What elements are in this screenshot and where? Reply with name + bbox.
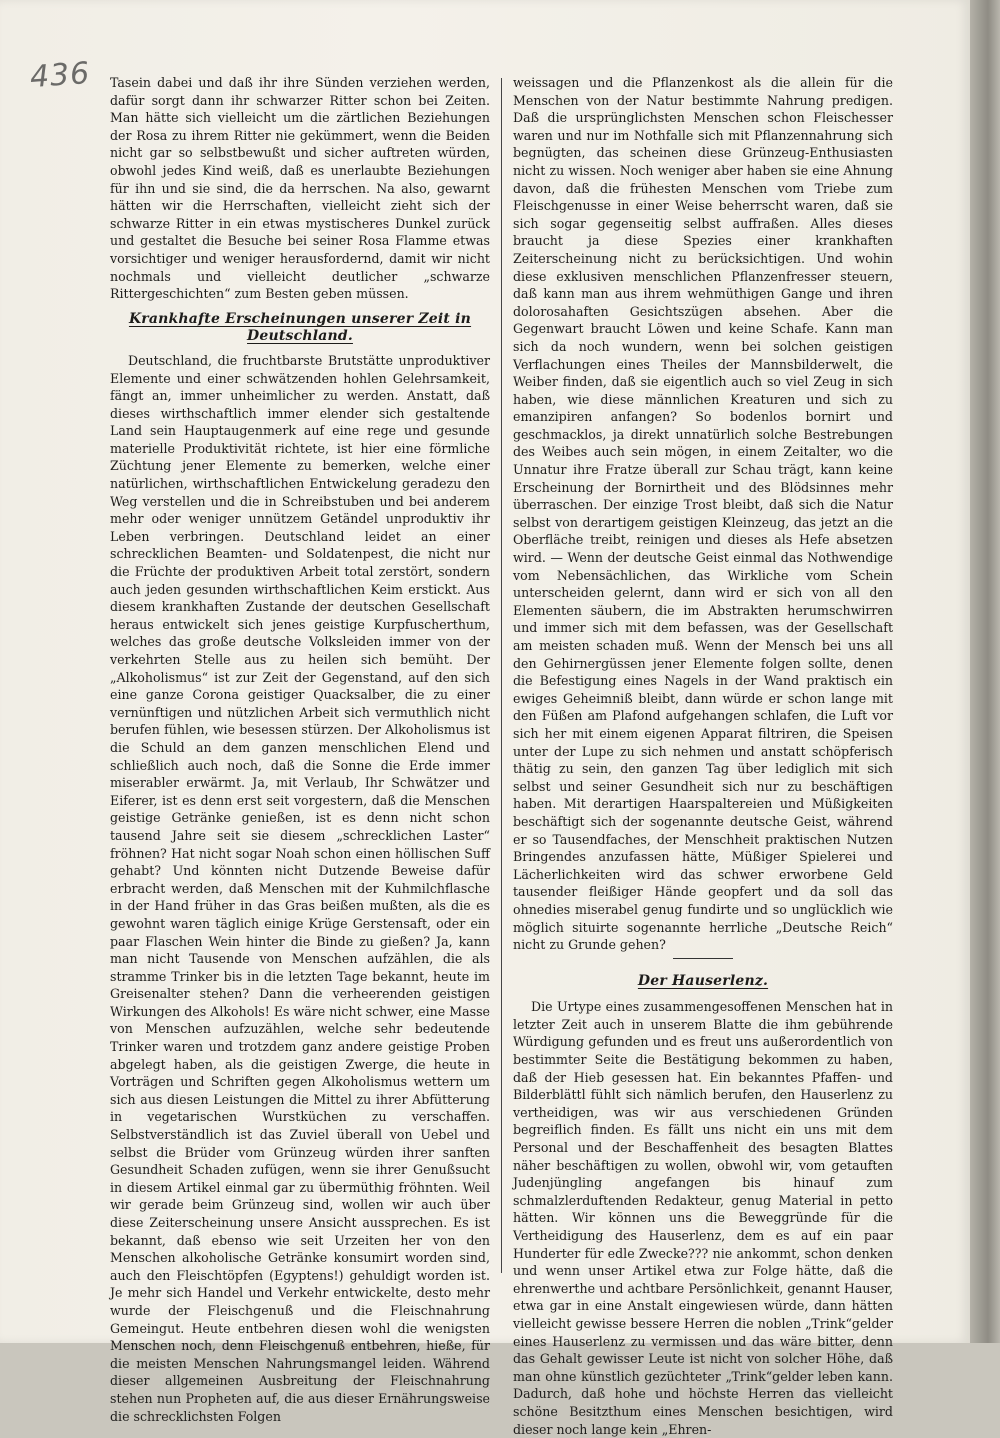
right-column bbox=[513, 74, 893, 1438]
article-continuation: Tasein dabei und daß ihr ihre Sünden verziehen werden, dafür sorgt dann ihr schwarzer Ritter schon bei Zeiten. Man hätte sich vielleicht um die zärtlichen Beziehungen der Rosa zu ihrem Ritter nie gekümmert, wenn die Beiden nicht gar so selbstbewußt und sicher auftreten würden, obwohl jedes Kind weiß, daß es unerlaubte Beziehungen für ihn und sie sind, die da herrschen. Na also, gewarnt hätten wir die Herrschaften, vielleicht zieht sich der schwarze Ritter in ein etwas mystischeres Dunkel zurück und gestaltet die Besuche bei seiner Rosa Flamme etwas vorsichtiger und weniger herausfordernd, damit wir nicht nochmals und vielleicht deutlicher „schwarze Rittergeschichten“ zum Besten geben müssen. bbox=[110, 75, 490, 302]
book-spine bbox=[970, 0, 1000, 1343]
article-body-hauserlenz: Die Urtype eines zusammengesoffenen Menschen hat in letzter Zeit auch in unserem Blatte die ihm gebührende Würdigung gefunden und es freut uns außerordentlich von bestimmter Seite die Bestätigung bekommen zu haben, daß der Hieb gesessen hat. Ein bekanntes Pfaffen- und Bilderblättl fühlt sich nämlich berufen, den Hauserlenz zu vertheidigen, was wir aus verschiedenen Gründen begreiflich finden. Es fällt uns nicht ein uns mit dem Personal und der Beschaffenheit des besagten Blattes näher beschäftigen zu wollen, obwohl wir, vom getauften Judenjüngling angefangen bis hinauf zum schmalzlerduftenden Redakteur, genug Material in petto hätten. Wir können uns die Beweggründe für die Vertheidigung des Hauserlenz, dem es auf ein paar Hunderter für edle Zwecke??? nie ankommt, schon denken und wenn unser Artikel etwa zur Folge hätte, daß die ehrenwerthe und achtbare Persönlichkeit, genannt Hauser, etwa gar in eine Anstalt eingewiesen würde, dann hätten vielleicht gewisse bessere Herren die noblen „Trink“gelder eines Hauserlenz zu vermissen und das wäre bitter, denn das Gehalt gewisser Leute ist nicht von solcher Höhe, daß man ohne künstlich gezüchteter „Trink“gelder leben kann. Dadurch, daß hohe und höchste Herren das vielleicht schöne Besitzthum eines Menschen besichtigen, wird dieser noch lange kein „Ehren- bbox=[513, 999, 893, 1437]
column-divider bbox=[501, 78, 502, 1273]
article-body-left: Deutschland, die fruchtbarste Brutstätte unproduktiver Elemente und einer schwätzenden hohlen Gelehrsamkeit, fängt an, immer unheimlicher zu werden. Anstatt, daß dieses wirthschaftlich immer elender sich gestaltende Land sein Hauptaugenmerk auf eine rege und gesunde materielle Produktivität richtete, ist hier eine förmliche Züchtung jener Elemente zu bemerken, welche einer natürlichen, wirthschaftlichen Entwickelung geradezu den Weg verstellen und die in Schreibstuben und bei anderem mehr oder weniger unnützem Getändel unproduktiv ihr Leben verbringen. Deutschland leidet an einer schrecklichen Beamten- und Soldatenpest, die nicht nur die Früchte der produktiven Arbeit total zerstört, sondern auch jeden gesunden wirthschaftlichen Keim erstickt. Aus diesem krankhaften Zustande der deutschen Gesellschaft heraus entwickelt sich jenes geistige Kurpfuscherthum, welches das große deutsche Volksleiden immer von der verkehrten Stelle aus zu heilen sich bemüht. Der „Alkoholismus“ ist zur Zeit der Gegenstand, auf den sich eine ganze Corona geistiger Quacksalber, die zu einer vernünftigen und nützlichen Arbeit sich vermuthlich nicht berufen fühlen, wie besessen stürzen. Der Alkoholismus ist die Schuld an dem ganzen menschlichen Elend und schließlich auch noch, daß die Sonne die Erde immer miserabler erwärmt. Ja, mit Verlaub, Ihr Schwätzer und Eiferer, ist es denn erst seit vorgestern, daß die Menschen geistige Getränke genießen, ist es denn nicht schon tausend Jahre seit sie diesem „schrecklichen Laster“ fröhnen? Hat nicht sogar Noah schon einen höllischen Suff gehabt? Und könnten nicht Dutzende Beweise dafür erbracht werden, daß Menschen mit der Kuhmilchflasche in der Hand früher in das Gras beißen mußten, als die es gewohnt waren täglich einige Krüge Gerstensaft, oder ein paar Flaschen Wein hinter die Binde zu gießen? Ja, kann man nicht Tausende von Menschen aufzählen, die als stramme Trinker bis in die letzten Tage bekannt, heute im Greisenalter stehen? Dann die verheerenden geistigen Wirkungen des Alkohols! Es wäre nicht schwer, eine Masse von Menschen aufzuzählen, welche sehr bedeutende Trinker waren und trotzdem ganz andere geistige Proben abgelegt haben, als die geistigen Zwerge, die heute in Vorträgen und Schriften gegen Alkoholismus wettern um sich aus diesen Leistungen die Mittel zu ihrer Abfütterung in vegetarischen Wurstküchen zu verschaffen. Selbstverständlich ist das Zuviel überall von Uebel und selbst die Brüder vom Grünzeug würden ihrer sanften Gesundheit Schaden zufügen, wenn sie ihrer Genußsucht in diesem Artikel einmal gar zu übermüthig fröhnten. Weil wir gerade beim Grünzeug sind, wollen wir auch über diese Zeiterscheinung unsere Ansicht aussprechen. Es ist bekannt, daß ebenso wie seit Urzeiten her von den Menschen alkoholische Getränke konsumirt worden sind, auch den Fleischtöpfen (Egyptens!) gehuldigt worden ist. Je mehr sich Handel und Verkehr entwickelte, desto mehr wurde der Fleischgenuß und die Fleischnahrung Gemeingut. Heute entbehren diesen wohl die wenigsten Menschen noch, denn Fleischgenuß entbehren, hieße, für die meisten Menschen Nahrungsmangel leiden. Während dieser allgemeinen Ausbreitung der Fleischnahrung stehen nun Propheten auf, die aus dieser Ernährungsweise die schrecklichsten Folgen bbox=[110, 352, 490, 1424]
section-rule bbox=[673, 958, 733, 959]
article-title-hauserlenz: Der Hauserlenz. bbox=[637, 972, 769, 989]
page-number: 436 bbox=[28, 55, 92, 96]
article-body-right: weissagen und die Pflanzenkost als die allein für die Menschen von der Natur bestimmte Nahrung predigen. Daß die ursprünglichsten Menschen schon Fleischesser waren und nur im Nothfalle sich mit Pflanzennahrung sich begnügten, das scheinen diese Grünzeug-Enthusiasten nicht zu wissen. Noch weniger aber haben sie eine Ahnung davon, daß die frühesten Menschen vom Triebe zum Fleischgenusse in einer Weise beherrscht waren, daß sie sich sogar gegenseitig selbst auffraßen. Alles dieses braucht ja diese Spezies einer krankhaften Zeiterscheinung nicht zu berücksichtigen. Und wohin diese exklusiven menschlichen Pflanzenfresser steuern, daß kann man aus ihrem wehmüthigen Gange und ihren dolorosahaften Gesichtszügen absehen. Aber die Gegenwart braucht Löwen und keine Schafe. Kann man sich da noch wundern, wenn bei solchen geistigen Verflachungen eines Theiles der Mannsbilderwelt, die Weiber finden, daß sie eigentlich auch so viel Zeug in sich haben, wie diese männlichen Kreaturen und sich zu emanzipiren anfangen? So bodenlos bornirt und geschmacklos, ja direkt unnatürlich solche Bestrebungen des Weibes auch sein mögen, in einem Zeitalter, wo die Unnatur ihre Fratze überall zur Schau trägt, kann keine Erscheinung der Bornirtheit und des Blödsinnes mehr überraschen. Der einzige Trost bleibt, daß sich die Natur selbst von derartigem geistigen Kleinzeug, das jetzt an die Oberfläche treibt, reinigen und dieses als Hefe absetzen wird. — Wenn der deutsche Geist einmal das Nothwendige vom Nebensächlichen, das Wirkliche vom Schein unterscheiden gelernt, dann wird er sich von all den Elementen säubern, die im Abstrakten herumschwirren und immer sich mit dem befassen, was der Gesellschaft am meisten schaden muß. Wenn der Mensch bei uns all den Gehirnergüssen jener Elemente folgen sollte, denen die Befestigung eines Nagels in der Wand praktisch ein ewiges Geheimniß bleibt, dann würde er schon lange mit den Füßen am Plafond aufgehangen schlafen, die Luft vor sich her mit einem eigenen Apparat filtriren, die Speisen unter der Lupe zu sich nehmen und anstatt schöpferisch thätig zu sein, den ganzen Tag über lediglich mit sich selbst und seiner Gesundheit sich nur zu beschäftigen haben. Mit derartigen Haarspaltereien und Müßigkeiten beschäftigt sich der sogenannte deutsche Geist, während er so Tausendfaches, der Menschheit praktischen Nutzen Bringendes anzufassen hätte, Müßiger Spielerei und Lächerlichkeiten wird das schwer erworbene Geld tausender fleißiger Hände geopfert und da soll das ohnedies miserabel genug fundirte und so unglücklich wie möglich situirte sogenannte herrliche „Deutsche Reich“ nicht zu Grunde gehen? bbox=[513, 75, 893, 953]
left-column bbox=[110, 74, 490, 1425]
article-title-krankhafte: Krankhafte Erscheinungen unserer Zeit in Deutschland. bbox=[128, 310, 472, 345]
